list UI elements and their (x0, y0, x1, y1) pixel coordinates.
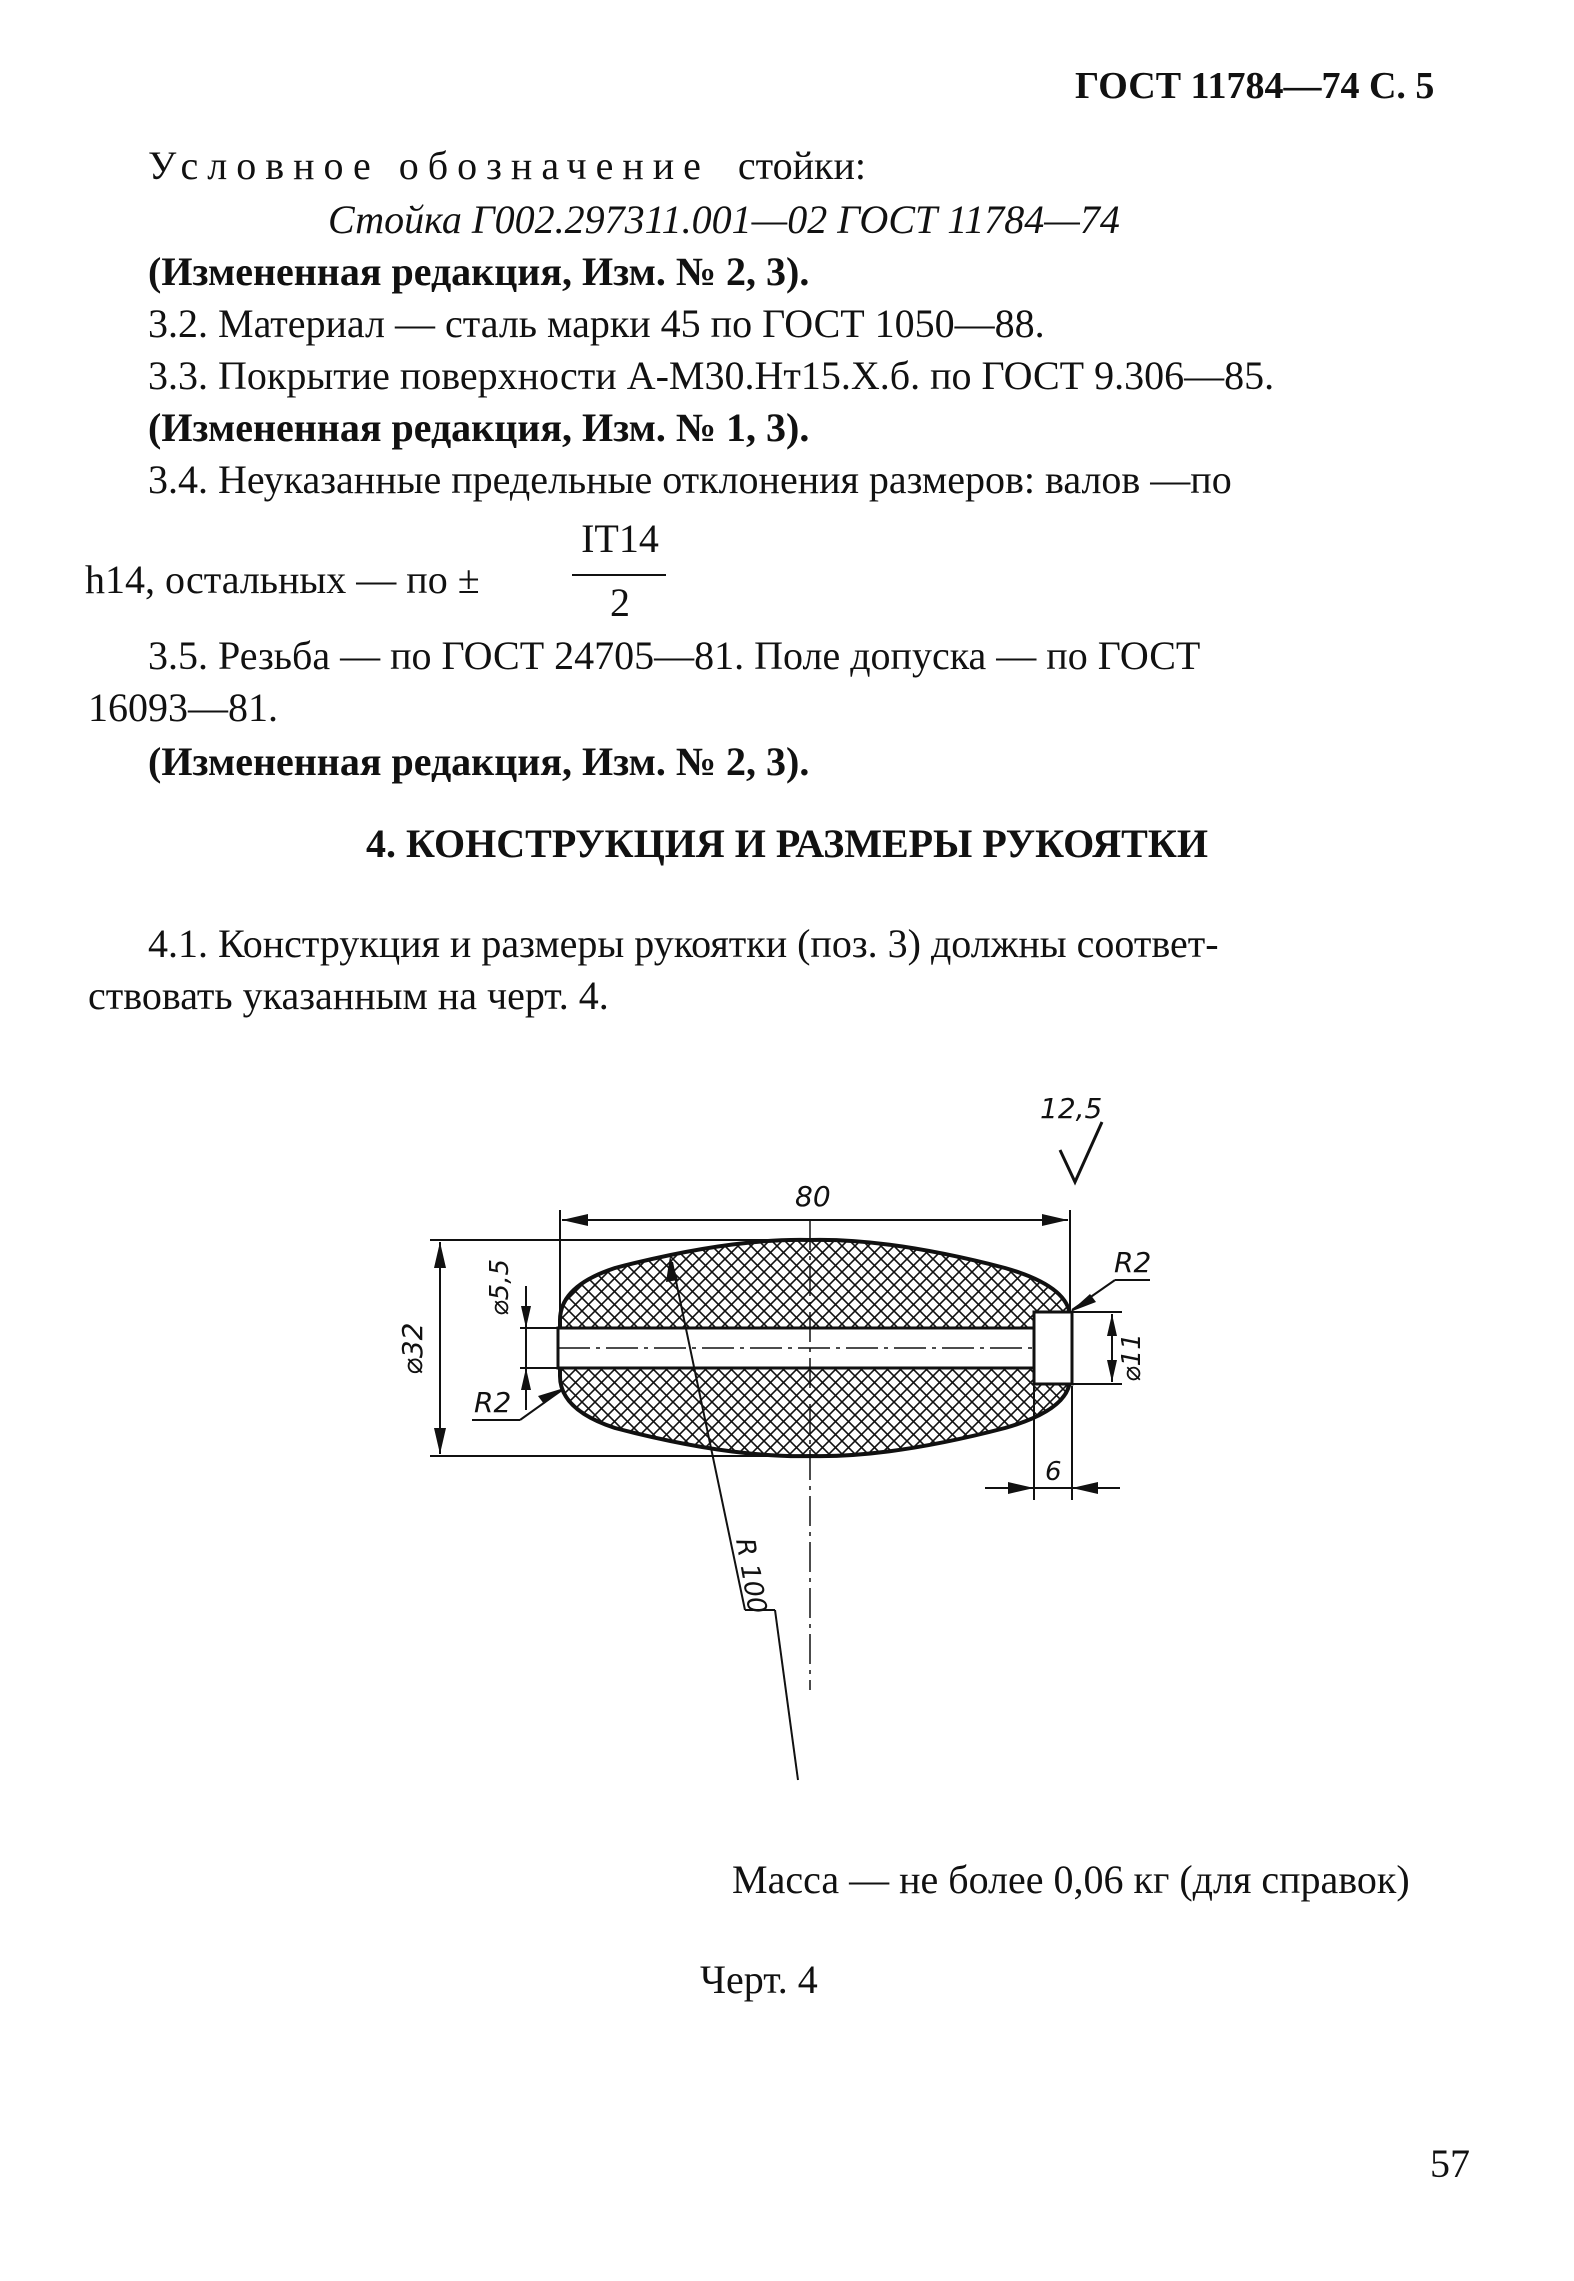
section-heading: 4. КОНСТРУКЦИЯ И РАЗМЕРЫ РУКОЯТКИ (366, 821, 1208, 866)
counterbore-value: ⌀11 (1117, 1333, 1147, 1382)
paragraph-4-1-line-1: 4.1. Конструкция и размеры рукоятки (поз. 3) должны соответ- (148, 921, 1219, 966)
diameter-value: ⌀32 (396, 1322, 429, 1375)
radius-right-value: R2 (1114, 1246, 1152, 1279)
page-number: 57 (1430, 2141, 1470, 2186)
running-title: ГОСТ 11784—74 С. 5 (1075, 65, 1435, 107)
fraction-numerator: IT14 (581, 516, 659, 561)
designation-line (148, 142, 866, 190)
radius-left-value: R2 (474, 1386, 512, 1419)
fraction-bar (572, 574, 666, 576)
paragraph-3-5-line-2: 16093—81. (88, 685, 278, 730)
designation-label: Условное обозначение (148, 143, 710, 188)
roughness-value: 12,5 (1040, 1092, 1103, 1125)
radius-right-callout (1070, 1246, 1151, 1312)
designation-label-suffix: стойки: (737, 143, 866, 188)
designation-example: Стойка Г002.297311.001—02 ГОСТ 11784—74 (328, 197, 1120, 242)
bore-value: ⌀5,5 (485, 1258, 515, 1316)
length-value: 80 (795, 1180, 831, 1213)
handle-drawing (396, 1090, 1220, 1810)
edit-note-2: (Измененная редакция, Изм. № 1, 3). (148, 405, 810, 450)
paragraph-3-4-line-2: h14, остальных — по ± (85, 557, 480, 602)
dimension-counterbore (1072, 1312, 1147, 1384)
figure-caption: Черт. 4 (700, 1957, 818, 2002)
edit-note-3: (Измененная редакция, Изм. № 2, 3). (148, 739, 810, 784)
paragraph-3-2: 3.2. Материал — сталь марки 45 по ГОСТ 1050—88. (148, 301, 1045, 346)
roughness-symbol (1040, 1092, 1102, 1182)
counterbore-depth-value: 6 (1045, 1457, 1062, 1487)
paragraph-3-3: 3.3. Покрытие поверхности А-М30.Нт15.Х.б. по ГОСТ 9.306—85. (148, 353, 1275, 398)
fraction-denominator: 2 (610, 580, 630, 625)
radius-profile-value: R 100 (729, 1536, 772, 1617)
radius-left-callout (472, 1386, 564, 1420)
mass-note: Масса — не более 0,06 кг (для справок) (732, 1857, 1410, 1902)
paragraph-3-5-line-1: 3.5. Резьба — по ГОСТ 24705—81. Поле допуска — по ГОСТ (148, 633, 1201, 678)
paragraph-4-1-line-2: ствовать указанным на черт. 4. (88, 973, 609, 1018)
edit-note-1: (Измененная редакция, Изм. № 2, 3). (148, 249, 810, 294)
paragraph-3-4-line-1: 3.4. Неуказанные предельные отклонения размеров: валов —по (148, 457, 1232, 502)
